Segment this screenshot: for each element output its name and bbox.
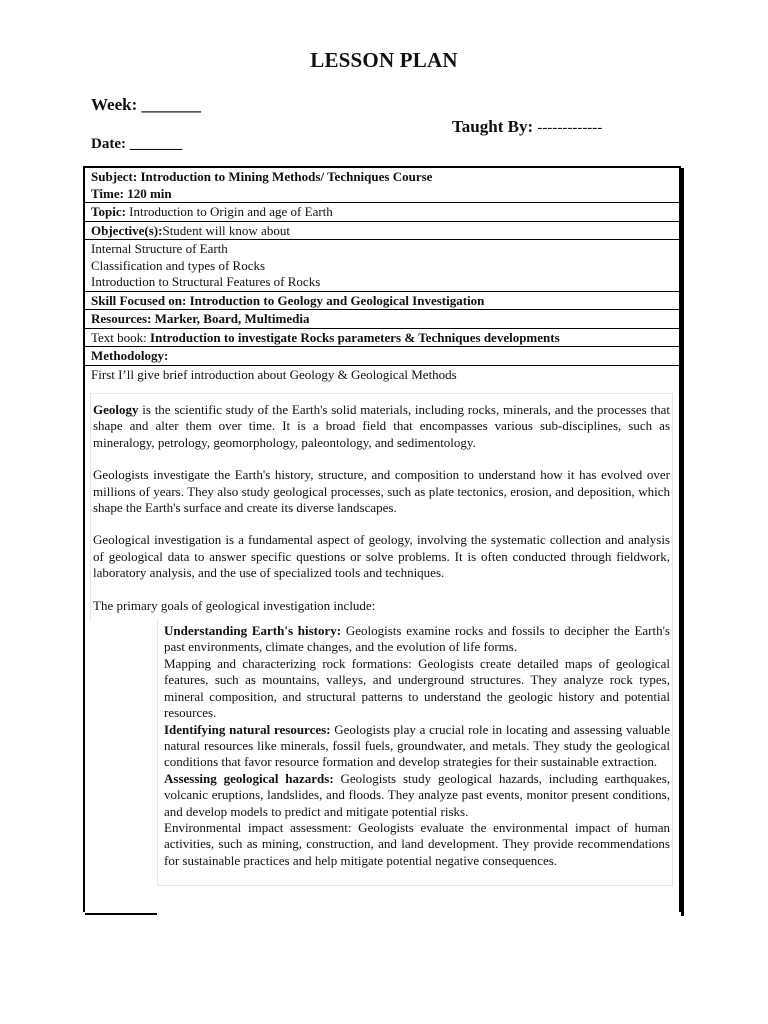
objective-item: Internal Structure of Earth	[91, 241, 228, 256]
week-label: Week:	[91, 95, 138, 114]
table-right-border	[681, 168, 684, 916]
paragraph-geology	[93, 402, 670, 451]
geology-term: Geology	[93, 402, 139, 417]
goal-item: Environmental impact assessment: Geologists evaluate the environmental impact of human activities, such as mining, construction, and land development. They provide recommendations for sustainable practices and help mitigate potential negative consequences.	[164, 819, 670, 868]
objective-item: Classification and types of Rocks	[91, 257, 266, 273]
taught-by-value: -------------	[537, 120, 603, 136]
time-text: Time: 120 min	[91, 185, 172, 201]
date-value: _______	[129, 136, 183, 152]
date-label: Date:	[91, 136, 126, 152]
goal-title: Identifying natural resources:	[164, 721, 331, 737]
taught-by-field	[452, 117, 602, 137]
topic-row	[85, 203, 679, 222]
lesson-table	[83, 166, 681, 912]
textbook-value: Introduction to investigate Rocks parameters & Techniques developments	[150, 329, 560, 345]
objective-row	[85, 222, 679, 241]
taught-by-label: Taught By:	[452, 117, 534, 136]
paragraph-goals-intro: The primary goals of geological investigation include:	[93, 597, 376, 613]
objective-item: Introduction to Structural Features of Rocks	[91, 274, 321, 289]
objective-value: Student will know about	[162, 222, 290, 238]
week-value: _______	[141, 95, 202, 114]
page-title: LESSON PLAN	[310, 48, 458, 72]
subject-row	[85, 168, 679, 203]
goal-title: Assessing geological hazards:	[164, 770, 334, 786]
date-field	[91, 136, 182, 153]
table-bottom-border	[85, 913, 157, 915]
goal-item: Mapping and characterizing rock formations: Geologists create detailed maps of geological features, such as mountains, valleys, and underground structures. They analyze rock types, mineral composition, and structural patterns to understand the geologic history and potential resources.	[164, 655, 670, 721]
topic-value: Introduction to Origin and age of Earth	[125, 204, 333, 219]
paragraph-investigation: Geological investigation is a fundamental aspect of geology, involving the systematic collection and analysis of geological data to answer specific questions or solve problems. It is often conducted through fieldwork, laboratory analysis, and the use of specialized tools and techniques.	[93, 532, 670, 581]
textbook-row	[85, 329, 679, 348]
content-area	[85, 393, 679, 886]
subject-text: Subject: Introduction to Mining Methods/ Techniques Course	[91, 169, 433, 184]
goal-item	[164, 722, 670, 771]
paragraph-geologists: Geologists investigate the Earth's history, structure, and composition to understand how it has evolved over millions of years. They also study geological processes, such as plate tectonics, erosion, and deposition, which shape the Earth's surface and create its diverse landscapes.	[93, 467, 670, 516]
objective-label: Objective(s):	[91, 222, 163, 238]
resources-row: Resources: Marker, Board, Multimedia	[85, 310, 679, 329]
methodology-row: Methodology:	[85, 347, 679, 366]
goal-title: Understanding Earth's history:	[164, 623, 342, 639]
textbook-label: Text book:	[91, 329, 151, 345]
goal-item	[164, 623, 670, 656]
week-field	[91, 95, 201, 115]
intro-paragraphs	[90, 393, 673, 620]
methodology-intro: First I’ll give brief introduction about Geology & Geological Methods	[91, 366, 457, 382]
objective-items-row	[85, 240, 679, 292]
goals-list	[157, 620, 673, 886]
goal-text: Geologists play a crucial role in locating and assessing valuable natural resources like minerals, fossil fuels, groundwater, and metals. They study the geological conditions that favor resource formation and develop strategies for their sustainable extraction.	[164, 721, 670, 770]
topic-label: Topic:	[91, 204, 126, 219]
goal-item	[164, 771, 670, 820]
goal-text: Geologists study geological hazards, including earthquakes, volcanic eruptions, landslides, and floods. They analyze past events, monitor present conditions, and develop models to predict and mitigate potential risks.	[164, 770, 670, 819]
geology-definition: is the scientific study of the Earth's solid materials, including rocks, minerals, and the processes that shape and alter them over time. It is a broad field that encompasses various sub-disciplines, such as mineralogy, petrology, geomorphology, paleontology, and sedimentology.	[93, 402, 670, 450]
goal-text: Geologists examine rocks and fossils to decipher the Earth's past environments, climate changes, and the evolution of life forms.	[164, 623, 670, 655]
skill-row: Skill Focused on: Introduction to Geology and Geological Investigation	[85, 292, 679, 311]
